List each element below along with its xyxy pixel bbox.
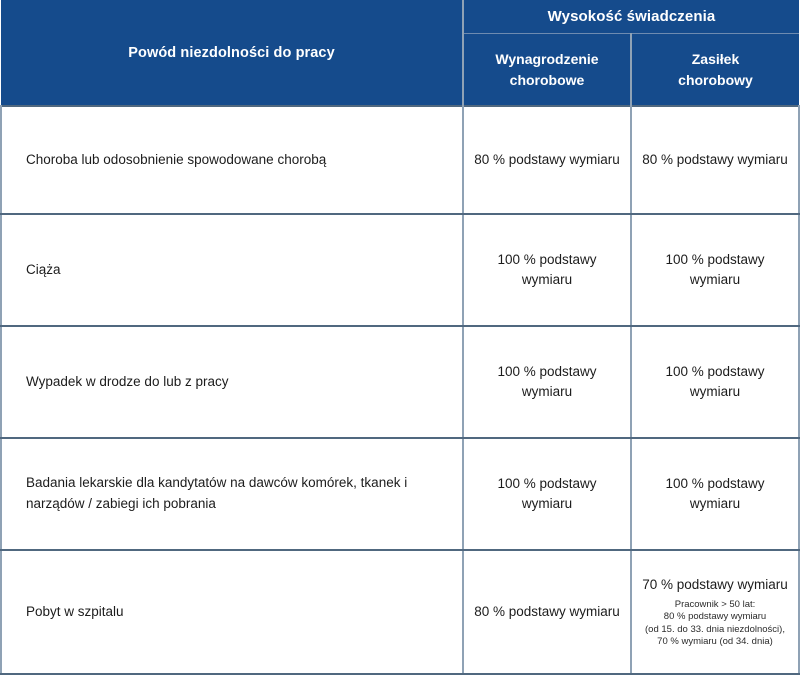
table-row [1,326,799,438]
cell-reason: Choroba lub odosobnienie spowodowane chorobą [1,106,463,214]
cell-reason: Badania lekarskie dla kandytatów na dawców komórek, tkanek i narządów / zabiegi ich pobrania [1,438,463,550]
table-row [1,550,799,674]
cell-sick-pay: 100 % podstawy wymiaru [463,326,631,438]
cell-reason: Ciąża [1,214,463,326]
note-line: (od 15. do 33. dnia niezdolności), [645,623,785,635]
sick-allowance-line-2: chorobowy [678,71,753,88]
column-header-sick-pay [463,34,631,107]
note-line: Pracownik > 50 lat: [674,598,756,610]
cell-sick-pay: 100 % podstawy wymiaru [463,214,631,326]
cell-sick-allowance: 100 % podstawy wymiaru [631,438,799,550]
cell-reason: Pobyt w szpitalu [1,550,463,674]
sick-allowance-line-1: Zasiłek [691,51,740,68]
header-row-top [1,0,799,34]
cell-sick-allowance-value: 70 % podstawy wymiaru [642,577,788,593]
column-header-amount: Wysokość świadczenia [463,0,799,34]
sick-pay-line-1: Wynagrodzenie [495,51,599,68]
note-line: 70 % wymiaru (od 34. dnia) [657,636,773,648]
sick-pay-line-2: chorobowe [509,71,585,88]
table-header [1,0,799,106]
table-row [1,438,799,550]
note-line: 80 % podstawy wymiaru [663,611,767,623]
cell-sick-allowance: 80 % podstawy wymiaru [631,106,799,214]
cell-sick-pay: 100 % podstawy wymiaru [463,438,631,550]
cell-sick-allowance [631,550,799,674]
table-body [1,106,799,674]
column-header-reason: Powód niezdolności do pracy [1,0,463,106]
cell-sick-pay: 80 % podstawy wymiaru [463,550,631,674]
cell-sick-allowance: 100 % podstawy wymiaru [631,326,799,438]
cell-sick-allowance-note [640,599,790,649]
cell-reason: Wypadek w drodze do lub z pracy [1,326,463,438]
table-row [1,106,799,214]
table-row [1,214,799,326]
column-header-sick-allowance [631,34,799,107]
cell-sick-allowance: 100 % podstawy wymiaru [631,214,799,326]
cell-sick-pay: 80 % podstawy wymiaru [463,106,631,214]
